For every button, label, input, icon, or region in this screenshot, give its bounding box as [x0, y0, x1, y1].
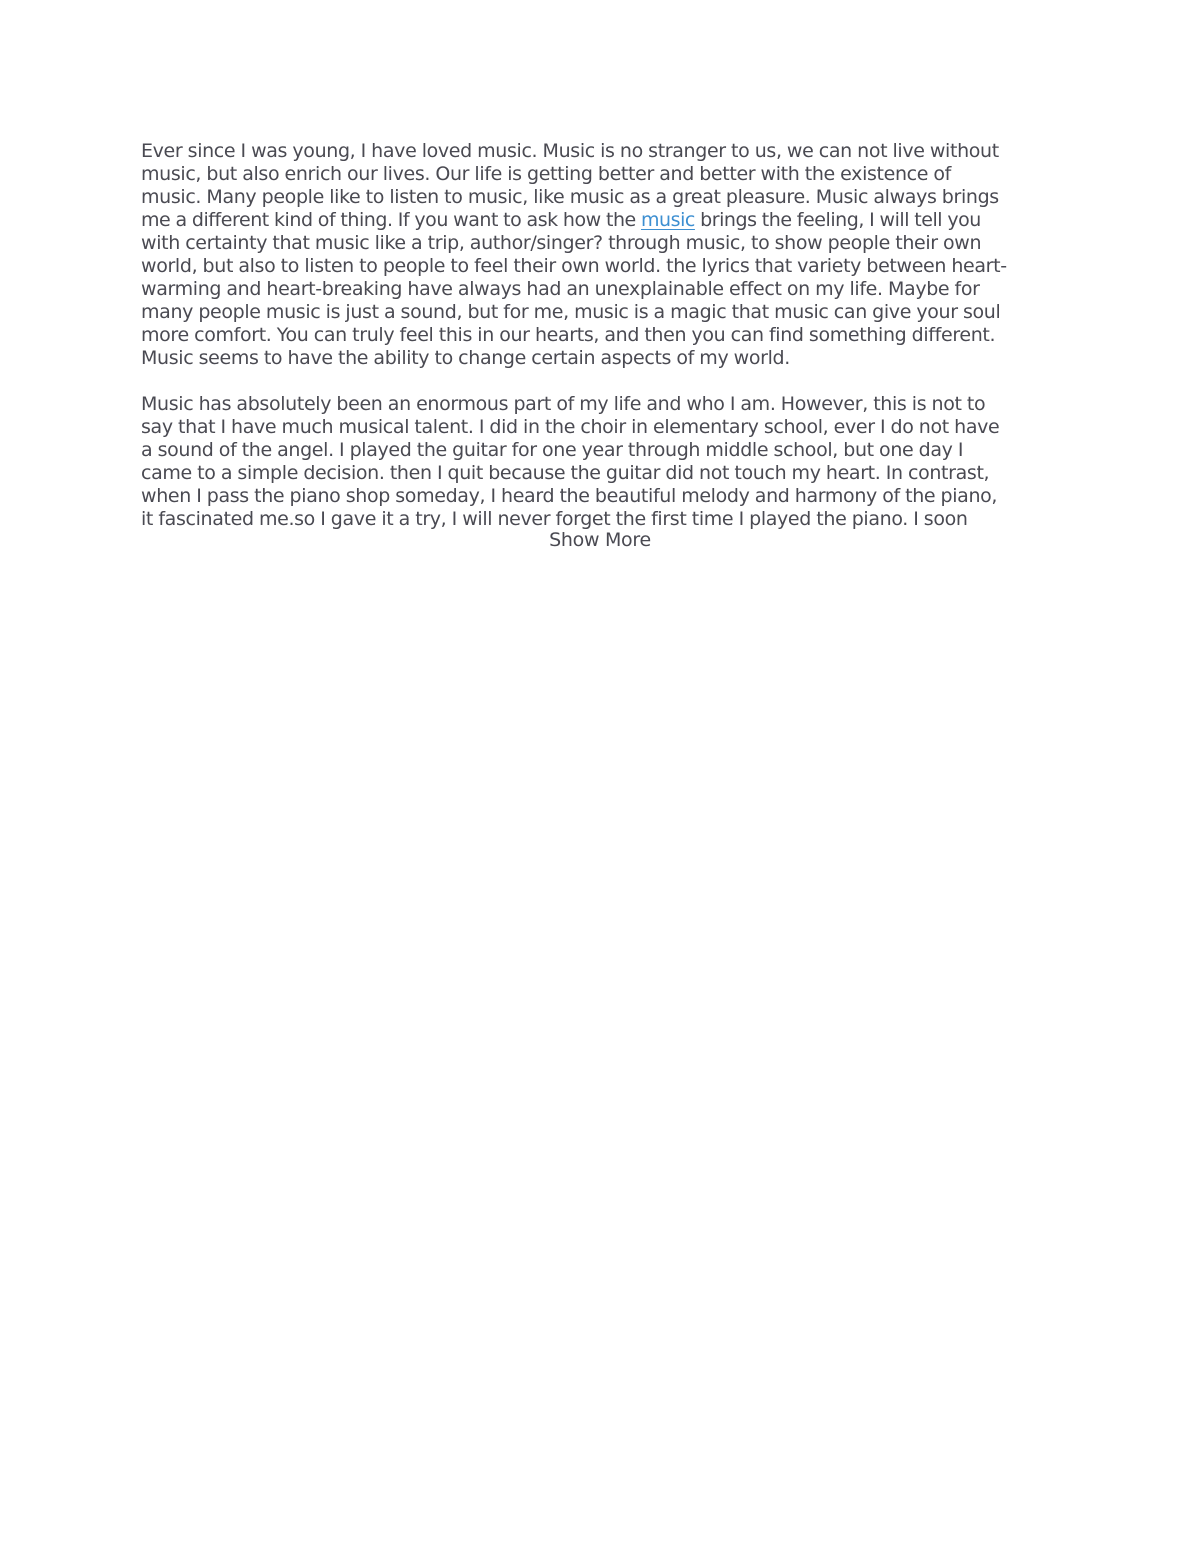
text-line: when I pass the piano shop someday, I heard the beautiful melody and harmony of the piano,	[141, 485, 998, 507]
text-line: many people music is just a sound, but for me, music is a magic that music can give your soul	[141, 301, 1001, 323]
text-line: music, but also enrich our lives. Our life is getting better and better with the existence of	[141, 163, 952, 185]
text-line: Music has absolutely been an enormous part of my life and who I am. However, this is not to	[141, 393, 986, 415]
text-line: a sound of the angel. I played the guitar for one year through middle school, but one day I	[141, 439, 964, 461]
paragraph-1	[141, 140, 1066, 370]
text-line: with certainty that music like a trip, author/singer? through music, to show people their own	[141, 232, 982, 254]
text-segment: me a different kind of thing. If you want to ask how the	[141, 209, 641, 231]
text-line: music. Many people like to listen to music, like music as a great pleasure. Music always brings	[141, 186, 999, 208]
music-link[interactable]: music	[640, 209, 695, 231]
text-line-with-link	[141, 209, 1066, 232]
text-segment: brings the feeling, I will tell you	[694, 209, 981, 231]
text-line: came to a simple decision. then I quit because the guitar did not touch my heart. In contrast,	[141, 462, 990, 484]
paragraph-2	[141, 393, 1066, 531]
text-line: warming and heart-breaking have always had an unexplainable effect on my life. Maybe for	[141, 278, 980, 300]
document-body	[141, 140, 1066, 554]
text-line: say that I have much musical talent. I did in the choir in elementary school, ever I do not have	[141, 416, 1000, 438]
text-line: Music seems to have the ability to change certain aspects of my world.	[141, 347, 790, 369]
text-line: more comfort. You can truly feel this in our hearts, and then you can find something different.	[141, 324, 996, 346]
text-line: world, but also to listen to people to feel their own world. the lyrics that variety between heart-	[141, 255, 1007, 277]
text-line: it fascinated me.so I gave it a try, I will never forget the first time I played the piano. I soon	[141, 508, 968, 530]
show-more-button[interactable]: Show More	[549, 529, 651, 551]
text-line: Ever since I was young, I have loved music. Music is no stranger to us, we can not live without	[141, 140, 999, 162]
